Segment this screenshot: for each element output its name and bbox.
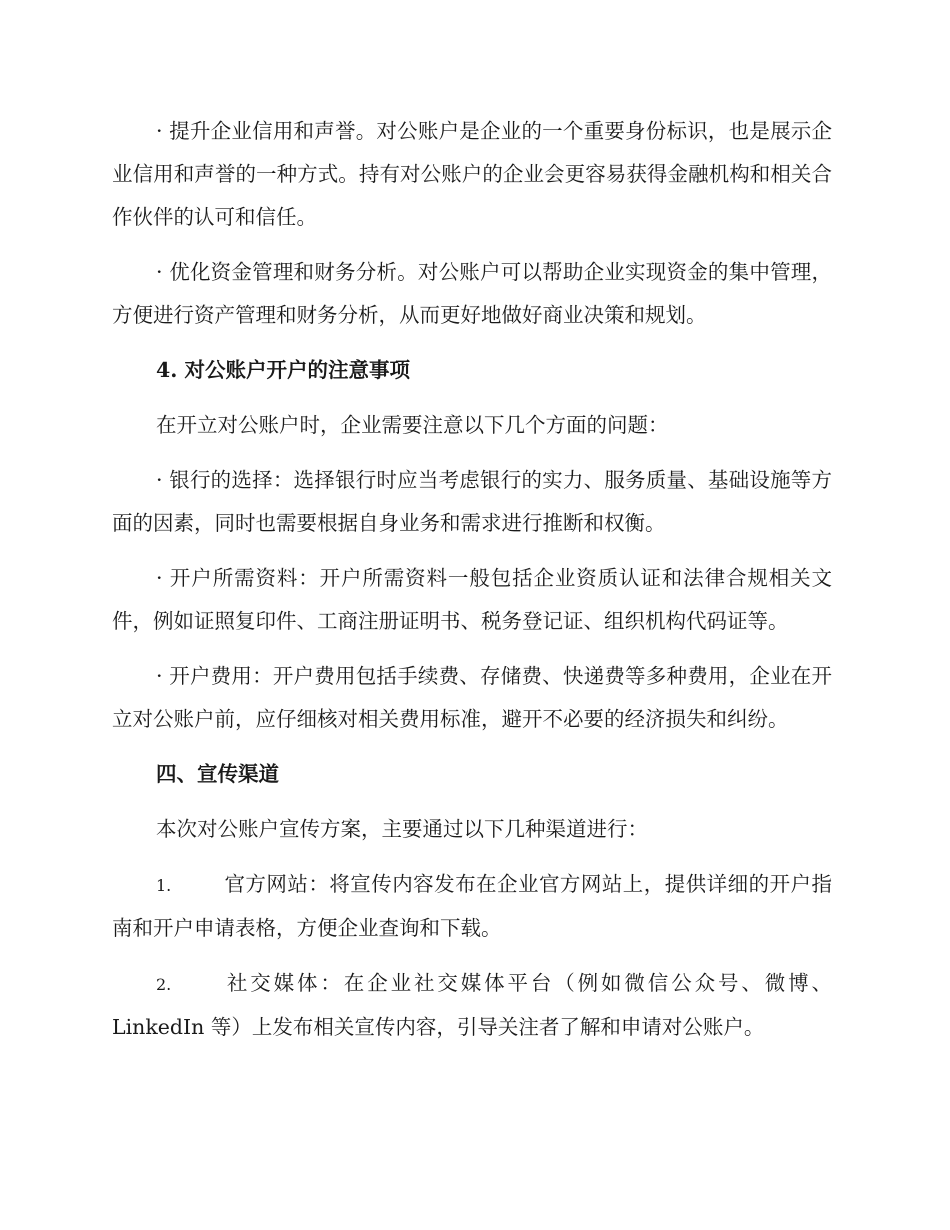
bullet-account-fees: · 开户费用：开户费用包括手续费、存储费、快递费等多种费用，企业在开立对公账户前，应仔细核对相关费用标准，避开不必要的经济损失和纠纷。 <box>112 664 832 731</box>
list-number-2: 2. <box>156 975 172 994</box>
list-item-official-website <box>112 863 832 950</box>
notes-intro: 在开立对公账户时，企业需要注意以下几个方面的问题： <box>156 413 669 437</box>
section-heading-notes: 4. 对公账户开户的注意事项 <box>156 358 411 382</box>
list-text-official-website: 官方网站：将宣传内容发布在企业官方网站上，提供详细的开户指南和开户申请表格，方便企业查询和下载。 <box>112 872 832 940</box>
bullet-credit-reputation: · 提升企业信用和声誉。对公账户是企业的一个重要身份标识，也是展示企业信用和声誉的一种方式。持有对公账户的企业会更容易获得金融机构和相关合作伙伴的认可和信任。 <box>112 119 832 229</box>
bullet-bank-choice: · 银行的选择：选择银行时应当考虑银行的实力、服务质量、基础设施等方面的因素，同时也需要根据自身业务和需求进行推断和权衡。 <box>112 468 832 535</box>
list-number-1: 1. <box>156 876 172 895</box>
channels-intro: 本次对公账户宣传方案，主要通过以下几种渠道进行： <box>156 817 648 841</box>
bullet-fund-management: · 优化资金管理和财务分析。对公账户可以帮助企业实现资金的集中管理，方便进行资产管理和财务分析，从而更好地做好商业决策和规划。 <box>112 260 832 327</box>
section-heading-channels: 四、宣传渠道 <box>156 762 279 786</box>
document-page <box>112 110 832 1061</box>
list-item-social-media <box>112 962 832 1049</box>
bullet-required-documents: · 开户所需资料：开户所需资料一般包括企业资质认证和法律合规相关文件，例如证照复印件、工商注册证明书、税务登记证、组织机构代码证等。 <box>112 566 832 633</box>
list-text-social-media: 社交媒体：在企业社交媒体平台（例如微信公众号、微博、LinkedIn 等）上发布相关宣传内容，引导关注者了解和申请对公账户。 <box>112 971 832 1039</box>
